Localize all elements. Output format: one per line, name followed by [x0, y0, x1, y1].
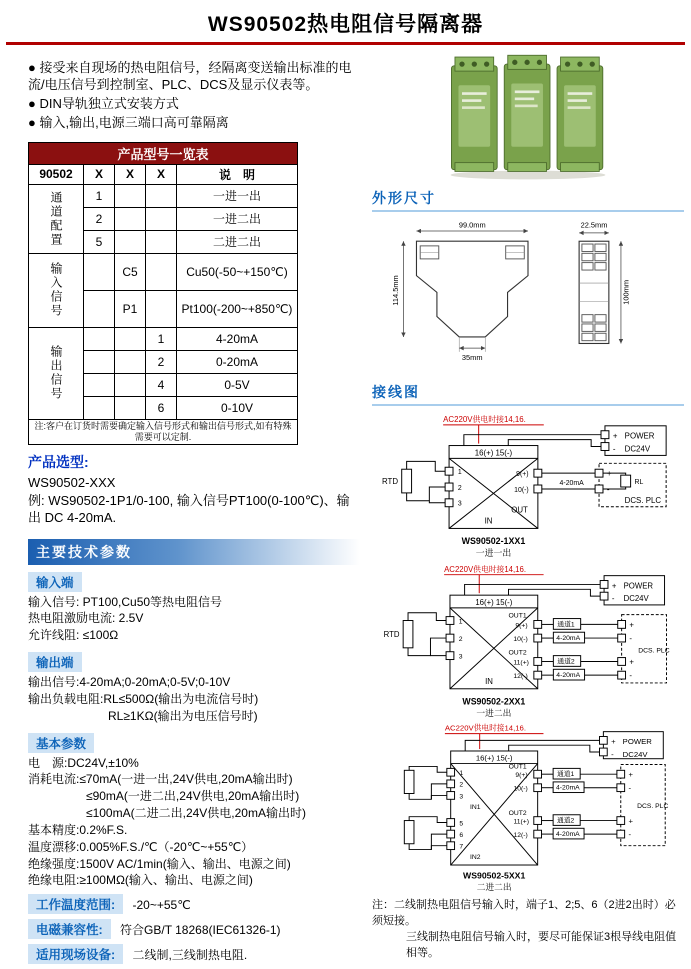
model-table: [28, 142, 298, 446]
product-photo: [428, 50, 628, 182]
terminal-16-15: 16(+) 15(-): [474, 448, 513, 458]
terminal-9: 9(+): [515, 772, 528, 780]
terminal-3: 3: [457, 500, 462, 508]
diagram1-caption: 一进一出: [475, 548, 512, 559]
devices-value: 二线制,三线制热电阻.: [132, 948, 248, 963]
dcs-plc-box: [618, 615, 670, 683]
desc-cell: Pt100(-200~+850℃): [177, 290, 298, 327]
input-section-title: 输入端: [28, 572, 82, 592]
selection-example: 例: WS90502-1P1/0-100, 输入信号PT100(0-100℃)、输出 DC 4-20mA.: [28, 492, 350, 526]
in-label: IN: [484, 516, 493, 526]
dim-front-height-label: 100mm: [621, 279, 631, 305]
title-rule: [6, 42, 685, 45]
terminal-3: 3: [459, 793, 464, 801]
code-cell: P1: [115, 290, 146, 327]
param-line: ≤90mA(一进二出,24V供电,20mA输出时): [86, 789, 300, 804]
power-minus: -: [612, 444, 616, 454]
isolator-module-3: [557, 57, 603, 171]
terminal-16-15: 16(+) 15(-): [475, 597, 513, 607]
code-cell: 1: [84, 184, 115, 207]
model-table-header: [29, 164, 298, 184]
empty-cell: [84, 373, 115, 396]
left-column: [28, 58, 360, 969]
wiring-note-line1: 注：二线制热电阻信号输入时，端子1、2;5、6（2进2出时）必须短接。: [372, 899, 676, 927]
param-line: 输入信号: PT100,Cu50等热电阻信号: [28, 594, 223, 609]
param-line: 电 源:DC24V,±10%: [28, 755, 139, 770]
empty-cell: [115, 373, 146, 396]
code-cell: 5: [84, 230, 115, 253]
terminal-5: 5: [459, 820, 464, 828]
current-signal-label: 4-20mA: [556, 672, 581, 680]
terminal-10: 10(-): [514, 486, 529, 494]
channel-labels: [553, 768, 584, 839]
power-plus: +: [611, 581, 617, 591]
empty-cell: [115, 184, 146, 207]
empty-cell: [146, 184, 177, 207]
rtd-sensor: [382, 469, 412, 493]
dcs-plc-label: DCS. PLC: [637, 803, 669, 810]
input-section: [28, 565, 360, 644]
wiring-header: 接线图: [372, 382, 684, 406]
empty-cell: [146, 290, 177, 327]
rtd-sensor-1: [404, 770, 414, 793]
empty-cell: [84, 350, 115, 373]
dcs-minus: -: [628, 783, 632, 793]
isolator-module-1: [451, 57, 497, 171]
output-section-title: 输出端: [28, 652, 82, 672]
empty-cell: [115, 350, 146, 373]
channel2-label: 通道2: [557, 658, 575, 666]
desc-cell: 二进二出: [177, 230, 298, 253]
table-row: [29, 327, 298, 350]
params-header: 主要技术参数: [28, 539, 360, 565]
power-voltage: DC24V: [623, 594, 649, 604]
table-row: [29, 184, 298, 207]
ac-power-note: AC220V供电时接14,16.: [444, 564, 527, 574]
empty-cell: [84, 253, 115, 290]
table-note-row: [29, 419, 298, 445]
power-minus: -: [611, 749, 614, 759]
basic-section: [28, 726, 360, 890]
dcs-minus: -: [629, 634, 633, 643]
group-input-label: 输入信号: [29, 253, 84, 327]
terminal-2: 2: [459, 781, 464, 789]
param-line: 热电阻激励电流: 2.5V: [28, 611, 144, 626]
dcs-plc-label: DCS. PLC: [624, 495, 662, 505]
param-line: 消耗电流:≤70mA(一进一出,24V供电,20mA输出时): [28, 772, 293, 787]
terminal-10: 10(-): [513, 785, 528, 793]
side-dimension-lines: [579, 220, 630, 343]
power-supply-box: [600, 576, 664, 605]
intro-bullet-3: ● 输入,输出,电源三端口高可靠隔离: [28, 114, 229, 130]
diagram3-caption: 二进二出: [476, 882, 512, 893]
rtd-sensor-2: [404, 821, 414, 844]
desc-cell: 0-5V: [177, 373, 298, 396]
intro-bullet-2: ● DIN导轨独立式安装方式: [28, 95, 179, 111]
empty-cell: [84, 327, 115, 350]
power-voltage: DC24V: [622, 749, 648, 759]
devices-label: 适用现场设备:: [28, 944, 123, 964]
intro-bullets: [28, 60, 360, 132]
selection-model: WS90502-XXX: [28, 474, 116, 490]
ac-power-note: AC220V供电时接14,16.: [444, 723, 526, 733]
ac-power-note: AC220V供电时接14,16.: [443, 414, 526, 424]
temp-range-row: [28, 894, 360, 914]
desc-cell: 4-20mA: [177, 327, 298, 350]
dim-width-label: 99.0mm: [458, 220, 486, 230]
intro-bullet-1: ● 接受来自现场的热电阻信号，经隔离变送输出标准的电流/电压信号到控制室、PLC、DCS及显示仪表等。: [28, 60, 352, 92]
power-supply-box: [601, 426, 666, 456]
terminal-1: 1: [458, 618, 463, 626]
model-table-title: 产品型号一览表: [29, 142, 298, 164]
diagram3-model: WS90502-5XX1: [463, 870, 526, 881]
terminal-2: 2: [458, 636, 463, 643]
rtd-label: RTD: [383, 630, 400, 640]
empty-cell: [115, 327, 146, 350]
param-line: 绝缘强度:1500V AC/1min(输入、输出、电源之间): [28, 856, 291, 871]
channel2-label: 通道2: [556, 817, 575, 825]
dim-depth-label: 22.5mm: [580, 220, 608, 230]
emc-label: 电磁兼容性:: [28, 919, 111, 939]
empty-cell: [84, 290, 115, 327]
emc-value: 符合GB/T 18268(IEC61326-1): [120, 923, 281, 938]
param-line: 允许线阻: ≤100Ω: [28, 628, 119, 643]
dcs-minus: -: [606, 484, 610, 494]
code-cell: C5: [115, 253, 146, 290]
out2-label: OUT2: [508, 649, 527, 657]
desc-cell: 一进一出: [177, 184, 298, 207]
dcs-minus: -: [628, 829, 632, 839]
dcs-plc-box: [595, 463, 666, 506]
wiring-diagram-1in1out: [372, 412, 684, 560]
empty-cell: [146, 230, 177, 253]
empty-cell: [146, 253, 177, 290]
current-signal-label: 4-20mA: [556, 635, 581, 643]
page-title: WS90502热电阻信号隔离器: [207, 13, 484, 36]
in1-label: IN1: [470, 803, 481, 811]
current-signal-label: 4-20mA: [556, 831, 580, 839]
in2-label: IN2: [470, 854, 481, 862]
dcs-plus: +: [606, 469, 612, 479]
dcs-plus: +: [629, 657, 634, 667]
empty-cell: [115, 230, 146, 253]
out1-label: OUT1: [508, 612, 527, 620]
table-row: [29, 253, 298, 290]
empty-cell: [115, 396, 146, 419]
terminal-12: 12(-): [513, 831, 528, 839]
terminal-9: 9(+): [516, 471, 529, 479]
right-column: [372, 50, 684, 962]
channel1-label: 通道1: [556, 771, 575, 779]
out1-label: OUT1: [508, 763, 527, 771]
wiring-diagram-2in2out: [372, 722, 684, 894]
wiring-note: [372, 898, 684, 962]
code-cell: 4: [146, 373, 177, 396]
terminal-1: 1: [459, 770, 464, 778]
group-channel-label: 通道配置: [29, 184, 84, 253]
diagram1-model: WS90502-1XX1: [461, 536, 526, 547]
header-x1: X: [84, 164, 115, 184]
dcs-plus: +: [629, 620, 634, 630]
power-label: POWER: [624, 431, 655, 441]
out-label: OUT: [511, 505, 528, 515]
code-cell: 2: [146, 350, 177, 373]
param-line: 温度漂移:0.005%F.S./℃（-20℃~+55℃）: [28, 839, 254, 854]
power-plus: +: [612, 431, 618, 441]
desc-cell: 一进二出: [177, 207, 298, 230]
temp-range-label: 工作温度范围:: [28, 894, 123, 914]
terminal-9: 9(+): [515, 622, 528, 630]
emc-row: [28, 919, 360, 939]
dcs-plc-label: DCS. PLC: [638, 647, 670, 655]
rtd-label: RTD: [381, 477, 399, 487]
terminal-11: 11(+): [513, 659, 529, 667]
wiring-note-line2: 三线制热电阻信号输入时，要尽可能保证3根导线电阻值相等。: [406, 930, 677, 959]
empty-cell: [146, 207, 177, 230]
param-line: RL≥1KΩ(输出为电压信号时): [108, 708, 258, 723]
devices-row: [28, 944, 360, 964]
temp-range-value: -20~+55℃: [132, 898, 191, 913]
param-line: 绝缘电阻:≥100MΩ(输入、输出、电源之间): [28, 873, 253, 888]
terminal-6: 6: [459, 831, 464, 839]
group-output-label: 输出信号: [29, 327, 84, 419]
output-section: [28, 645, 360, 724]
out2-label: OUT2: [508, 809, 527, 817]
isolator-box: [446, 595, 542, 689]
code-cell: 1: [146, 327, 177, 350]
current-signal-label: 4-20mA: [556, 784, 580, 792]
header-x2: X: [115, 164, 146, 184]
dcs-minus: -: [629, 671, 633, 681]
channel-labels: [553, 619, 584, 680]
dcs-plc-box: [617, 765, 669, 846]
in-label: IN: [485, 676, 493, 686]
dimension-drawing: [372, 218, 684, 376]
power-minus: -: [611, 594, 615, 604]
diagram2-caption: 一进二出: [476, 708, 512, 719]
channel1-label: 通道1: [557, 621, 575, 629]
param-line: 输出信号:4-20mA;0-20mA;0-5V;0-10V: [28, 675, 231, 690]
header-base-code: 90502: [29, 164, 84, 184]
rtd-sensor: [384, 621, 413, 648]
desc-cell: Cu50(-50~+150℃): [177, 253, 298, 290]
code-cell: 2: [84, 207, 115, 230]
terminal-10: 10(-): [513, 636, 528, 643]
dim-base-label: 35mm: [461, 353, 483, 363]
isolator-module-2: [504, 55, 550, 171]
terminal-7: 7: [459, 843, 464, 851]
header-desc: 说 明: [177, 164, 298, 184]
dim-height-label: 114.5mm: [390, 275, 400, 306]
dcs-plus: +: [628, 816, 634, 826]
module-profile-view: [416, 241, 528, 337]
isolator-box: [447, 751, 542, 865]
isolator-box: [445, 446, 542, 529]
selection-title: 产品选型:: [28, 454, 89, 471]
header-x3: X: [146, 164, 177, 184]
terminal-2: 2: [457, 484, 462, 492]
param-line: 基本精度:0.2%F.S.: [28, 822, 128, 837]
param-line: 输出负载电阻:RL≤500Ω(输出为电流信号时): [28, 691, 259, 706]
terminal-12: 12(-): [513, 673, 528, 681]
dimensions-header: 外形尺寸: [372, 188, 684, 212]
empty-cell: [84, 396, 115, 419]
power-voltage: DC24V: [624, 444, 651, 454]
code-cell: 6: [146, 396, 177, 419]
module-side-view: [579, 241, 609, 343]
desc-cell: 0-10V: [177, 396, 298, 419]
table-note: 注:客户在订货时需要确定输入信号形式和输出信号形式,如有特殊需要可以定制.: [29, 419, 298, 445]
terminal-16-15: 16(+) 15(-): [475, 753, 513, 763]
power-plus: +: [611, 737, 616, 747]
power-label: POWER: [623, 581, 654, 591]
empty-cell: [115, 207, 146, 230]
wiring-diagram-1in2out: [372, 562, 684, 720]
param-line: ≤100mA(二进二出,24V供电,20mA输出时): [86, 806, 306, 821]
desc-cell: 0-20mA: [177, 350, 298, 373]
terminal-1: 1: [457, 469, 462, 477]
power-label: POWER: [622, 737, 652, 747]
dcs-plus: +: [628, 770, 634, 780]
power-supply-box: [600, 732, 664, 759]
load-resistor-label: RL: [634, 479, 644, 487]
selection-block: [28, 453, 360, 527]
current-signal-label: 4-20mA: [559, 480, 584, 488]
terminal-3: 3: [458, 653, 463, 661]
basic-section-title: 基本参数: [28, 733, 94, 753]
terminal-11: 11(+): [513, 818, 529, 826]
diagram2-model: WS90502-2XX1: [462, 696, 526, 707]
